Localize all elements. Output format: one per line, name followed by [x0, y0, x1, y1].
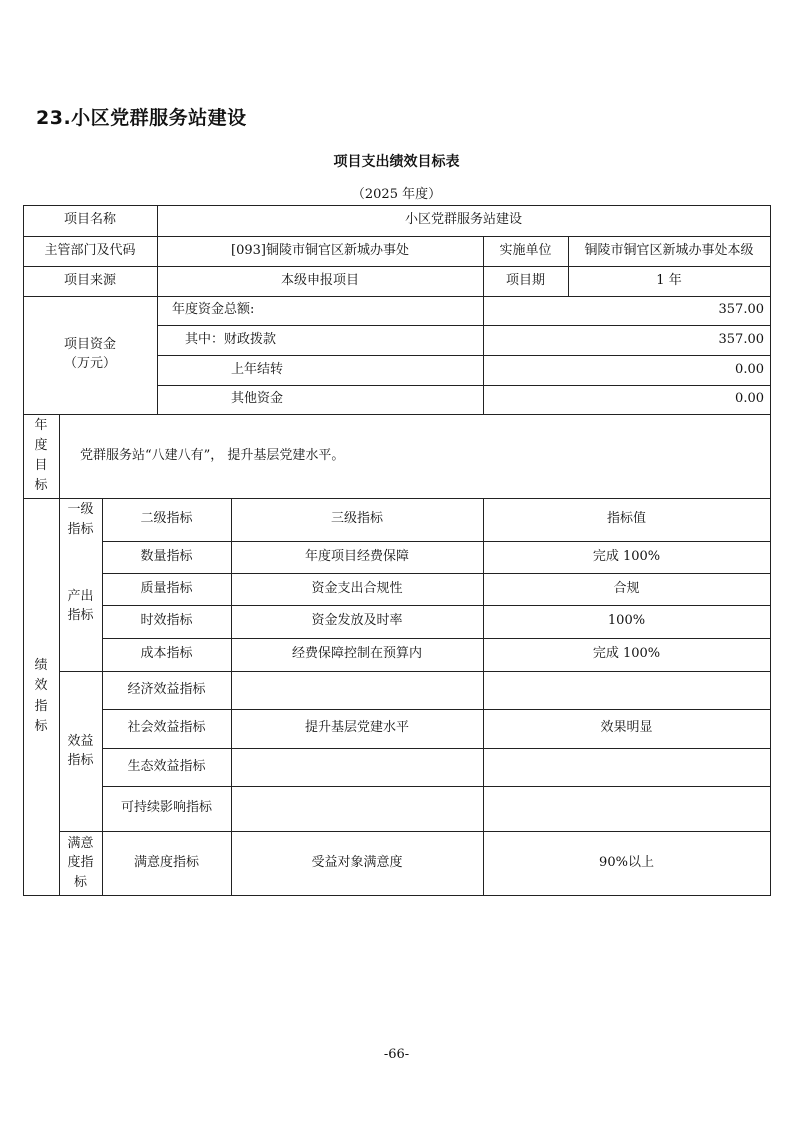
table-row-l3 — [231, 748, 483, 786]
table-row-value: 完成 100% — [592, 548, 661, 564]
annual-goal-label-text: 年度目标 — [34, 417, 48, 494]
dept-value: [093]铜陵市铜官区新城办事处 — [231, 242, 409, 258]
period-value: 1 年 — [656, 272, 682, 288]
satisfaction-indicators-label — [59, 831, 102, 895]
funds-label-text: 项目资金（万元） — [63, 337, 116, 371]
header-value: 指标值 — [606, 511, 646, 527]
table-row-value: 100% — [607, 613, 646, 629]
table-border-right — [770, 205, 771, 896]
section-heading: 23.小区党群服务站建设 — [36, 107, 247, 129]
table-row-l2: 社会效益指标 — [127, 720, 206, 736]
table-row-l2: 满意度指标 — [133, 854, 199, 870]
table-row-value — [483, 786, 770, 831]
fiscal-year: （2025 年度） — [351, 187, 442, 202]
impl-unit-label: 实施单位 — [499, 242, 552, 258]
table-row-l3: 年度项目经费保障 — [304, 548, 409, 564]
funds-other-value: 0.00 — [735, 391, 764, 407]
header-level1 — [59, 498, 102, 541]
table-row-value — [483, 748, 770, 786]
funds-label — [23, 296, 157, 414]
table-row-value: 完成 100% — [592, 646, 661, 662]
table-row-l2: 质量指标 — [140, 580, 193, 596]
table-row-value: 效果明显 — [600, 720, 653, 736]
benefit-indicators-label — [59, 671, 102, 831]
funds-fiscal-value: 357.00 — [718, 331, 764, 347]
period-label: 项目期 — [505, 272, 545, 288]
table-row-l3 — [231, 786, 483, 831]
annual-goal-text: 党群服务站“八建八有”， 提升基层党建水平。 — [80, 447, 345, 463]
table-row-l2: 可持续影响指标 — [120, 800, 212, 816]
table-row-l3: 经费保障控制在预算内 — [291, 646, 422, 662]
table-row-value — [483, 671, 770, 709]
source-value: 本级申报项目 — [280, 272, 359, 288]
table-row-l2: 经济效益指标 — [127, 681, 206, 697]
perf-indicators-label — [23, 498, 59, 895]
table-row-value: 合规 — [613, 580, 640, 596]
project-name-value: 小区党群服务站建设 — [404, 212, 522, 228]
funds-total-label: 年度资金总额: — [172, 302, 255, 318]
output-indicators-label — [59, 541, 102, 671]
funds-fiscal-label: 其中：财政拨款 — [185, 331, 277, 347]
table-row-l2: 时效指标 — [140, 613, 193, 629]
header-level3: 三级指标 — [330, 511, 383, 527]
benefit-indicators-label-text: 效益指标 — [67, 733, 94, 768]
impl-unit-value: 铜陵市铜官区新城办事处本级 — [584, 242, 754, 258]
table-row-l3: 提升基层党建水平 — [304, 720, 409, 736]
table-row-l3 — [231, 671, 483, 709]
table-row-l2: 生态效益指标 — [127, 758, 206, 774]
table-border-bottom — [23, 895, 771, 896]
table-row-value: 90%以上 — [599, 854, 654, 870]
header-level2: 二级指标 — [140, 511, 193, 527]
table-row-l3: 受益对象满意度 — [311, 854, 403, 870]
annual-goal-label — [23, 414, 59, 498]
table-row-l2: 成本指标 — [140, 646, 193, 662]
funds-carryover-value: 0.00 — [735, 361, 764, 377]
source-label: 项目来源 — [63, 272, 116, 288]
page-number: -66- — [383, 1047, 410, 1062]
header-level1-text: 一级指标 — [67, 502, 94, 537]
table-row-l2: 数量指标 — [140, 548, 193, 564]
output-indicators-label-text: 产出指标 — [67, 588, 94, 623]
satisfaction-indicators-label-text: 满意度指标 — [67, 835, 94, 890]
funds-total-value: 357.00 — [718, 302, 764, 318]
dept-label: 主管部门及代码 — [44, 242, 136, 258]
table-row-l3: 资金发放及时率 — [311, 613, 403, 629]
table-title: 项目支出绩效目标表 — [333, 154, 460, 170]
project-name-label: 项目名称 — [63, 212, 116, 228]
perf-indicators-label-text: 绩效指标 — [34, 658, 48, 734]
funds-carryover-label: 上年结转 — [230, 361, 283, 377]
table-row-l3: 资金支出合规性 — [311, 580, 403, 596]
funds-other-label: 其他资金 — [230, 391, 283, 407]
